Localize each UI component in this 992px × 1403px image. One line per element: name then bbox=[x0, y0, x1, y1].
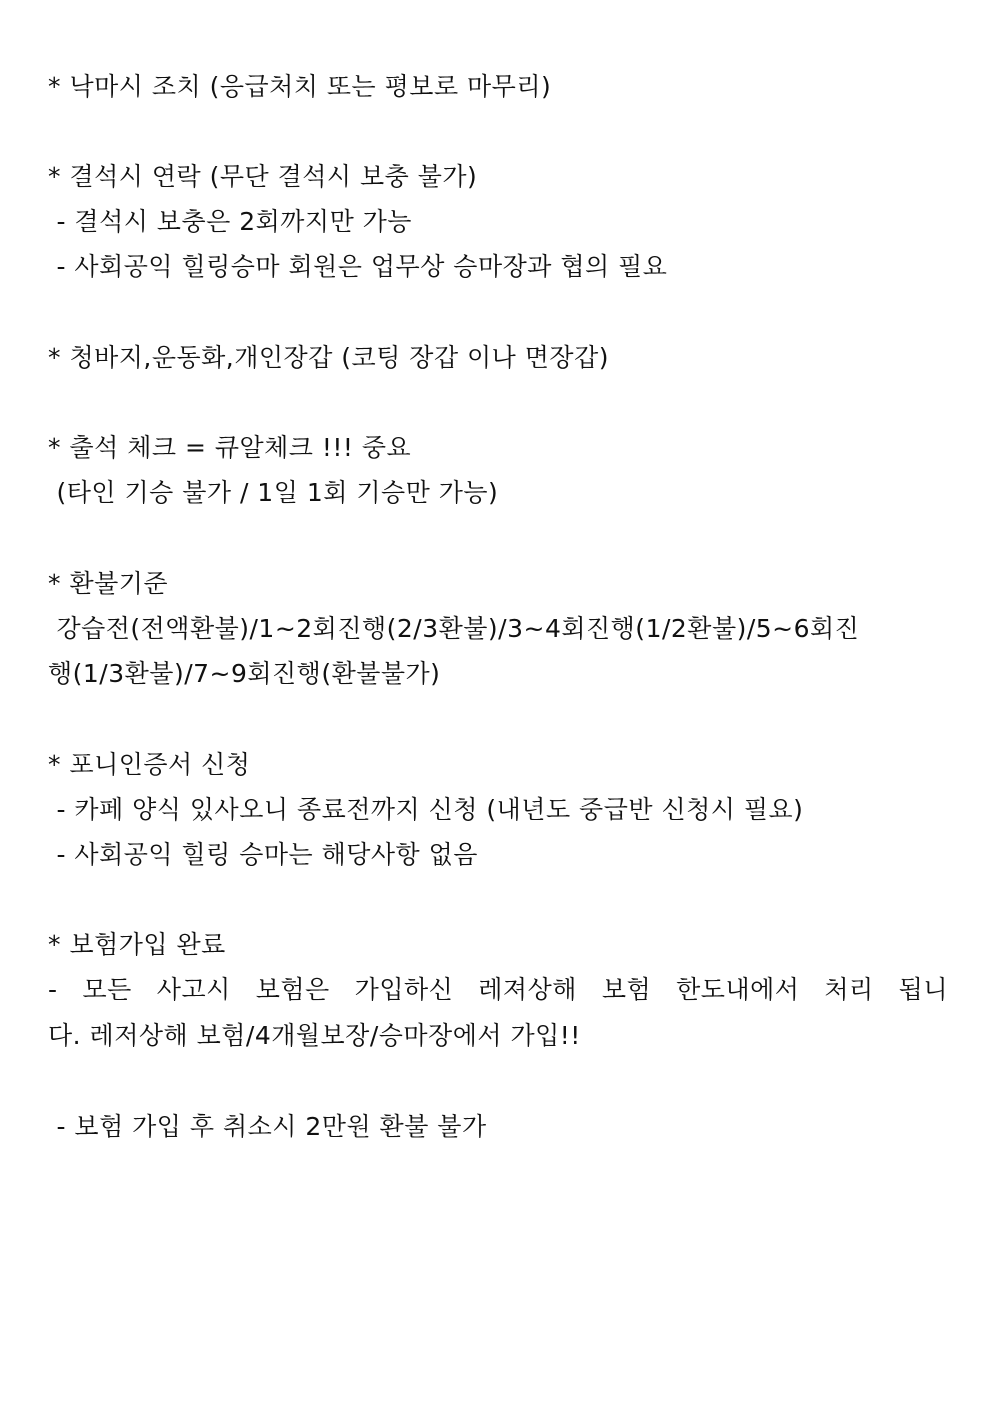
refund-heading: * 환불기준 bbox=[48, 569, 169, 598]
absence-makeup-note: - 결석시 보충은 2회까지만 가능 bbox=[48, 207, 412, 236]
refund-criteria-line-1: 강습전(전액환불)/1~2회진행(2/3환불)/3~4회진행(1/2환불)/5~6회진 bbox=[48, 614, 860, 643]
healing-member-note: - 사회공익 힐링승마 회원은 업무상 승마장과 협의 필요 bbox=[48, 252, 668, 281]
fall-action-heading: * 낙마시 조치 (응급처치 또는 평보로 마무리) bbox=[48, 72, 552, 101]
pony-certificate-note: - 카페 양식 있사오니 종료전까지 신청 (내년도 중급반 신청시 필요) bbox=[48, 795, 804, 824]
refund-criteria-line-2: 행(1/3환불)/7~9회진행(환불불가) bbox=[48, 659, 441, 688]
pony-certificate-exception: - 사회공익 힐링 승마는 해당사항 없음 bbox=[48, 840, 478, 869]
attendance-note: (타인 기승 불가 / 1일 1회 기승만 가능) bbox=[48, 478, 499, 507]
insurance-heading: * 보험가입 완료 bbox=[48, 930, 226, 959]
attendance-heading: * 출석 체크 = 큐알체크 !!! 중요 bbox=[48, 433, 412, 462]
insurance-note-line-2: 다. 레저상해 보험/4개월보장/승마장에서 가입!! bbox=[48, 1021, 581, 1050]
attire-heading: * 청바지,운동화,개인장갑 (코팅 장갑 이나 면장갑) bbox=[48, 343, 609, 372]
absence-contact-heading: * 결석시 연락 (무단 결석시 보충 불가) bbox=[48, 162, 478, 191]
insurance-note-line-1: - 모든 사고시 보험은 가입하신 레져상해 보험 한도내에서 처리 됩니 bbox=[48, 975, 948, 1004]
insurance-cancel-note: - 보험 가입 후 취소시 2만원 환불 불가 bbox=[48, 1112, 487, 1141]
pony-certificate-heading: * 포니인증서 신청 bbox=[48, 750, 251, 779]
